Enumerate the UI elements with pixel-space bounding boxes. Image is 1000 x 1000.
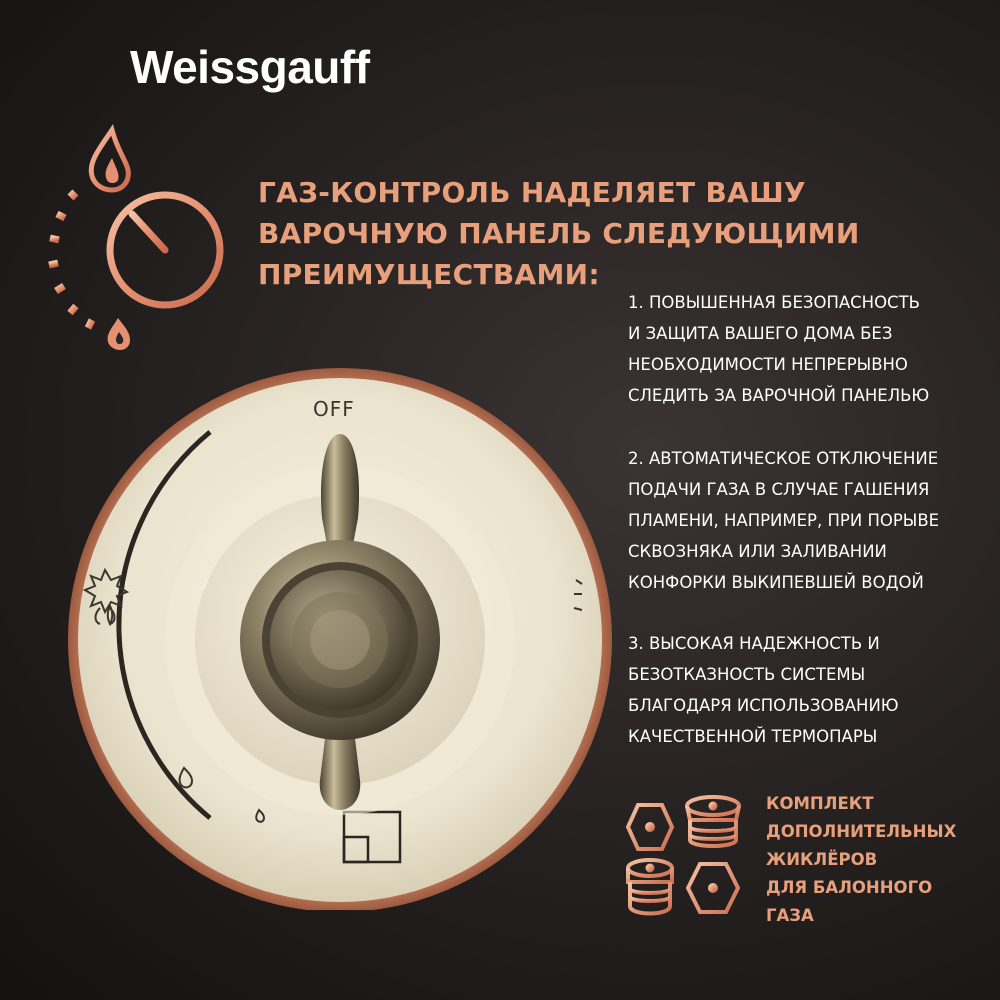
benefit-line: БЕЗОТКАЗНОСТЬ СИСТЕМЫ — [628, 665, 866, 684]
benefit-line: КАЧЕСТВЕННОЙ ТЕРМОПАРЫ — [628, 727, 878, 746]
headline-line: ВАРОЧНУЮ ПАНЕЛЬ СЛЕДУЮЩИМИ — [258, 217, 860, 250]
benefit-line: 3. ВЫСОКАЯ НАДЕЖНОСТЬ И — [628, 634, 880, 653]
jets-line: ЖИКЛЁРОВ — [766, 850, 878, 869]
benefit-2 — [628, 443, 998, 598]
benefit-3 — [628, 628, 998, 752]
benefit-line: ПОДАЧИ ГАЗА В СЛУЧАЕ ГАШЕНИЯ — [628, 480, 930, 499]
benefit-1 — [628, 287, 998, 411]
benefit-line: СЛЕДИТЬ ЗА ВАРОЧНОЙ ПАНЕЛЬЮ — [628, 386, 930, 405]
benefit-line: 1. ПОВЫШЕННАЯ БЕЗОПАСНОСТЬ — [628, 293, 920, 312]
headline-line: ГАЗ-КОНТРОЛЬ НАДЕЛЯЕТ ВАШУ — [258, 176, 806, 209]
nozzle-jets-icon — [618, 790, 748, 925]
benefit-line: НЕОБХОДИМОСТИ НЕПРЕРЫВНО — [628, 355, 908, 374]
jets-line: ДЛЯ БАЛОННОГО — [766, 878, 933, 897]
burner-knob — [60, 350, 620, 910]
jets-kit-text — [766, 790, 996, 930]
benefit-line: БЛАГОДАРЯ ИСПОЛЬЗОВАНИЮ — [628, 696, 899, 715]
flame-timer-icon — [40, 120, 240, 360]
headline-line: ПРЕИМУЩЕСТВАМИ: — [258, 258, 600, 291]
jets-line: ДОПОЛНИТЕЛЬНЫХ — [766, 822, 957, 841]
benefit-line: СКВОЗНЯКА ИЛИ ЗАЛИВАНИИ — [628, 542, 887, 561]
headline — [258, 172, 998, 295]
jets-line: ГАЗА — [766, 906, 814, 925]
benefit-line: 2. АВТОМАТИЧЕСКОЕ ОТКЛЮЧЕНИЕ — [628, 449, 939, 468]
brand-logo: Weissgauff — [130, 41, 370, 93]
off-label: OFF — [313, 397, 355, 421]
benefit-line: ПЛАМЕНИ, НАПРИМЕР, ПРИ ПОРЫВЕ — [628, 511, 940, 530]
benefit-line: КОНФОРКИ ВЫКИПЕВШЕЙ ВОДОЙ — [628, 573, 924, 592]
benefit-line: И ЗАЩИТА ВАШЕГО ДОМА БЕЗ — [628, 324, 893, 343]
jets-line: КОМПЛЕКТ — [766, 794, 874, 813]
